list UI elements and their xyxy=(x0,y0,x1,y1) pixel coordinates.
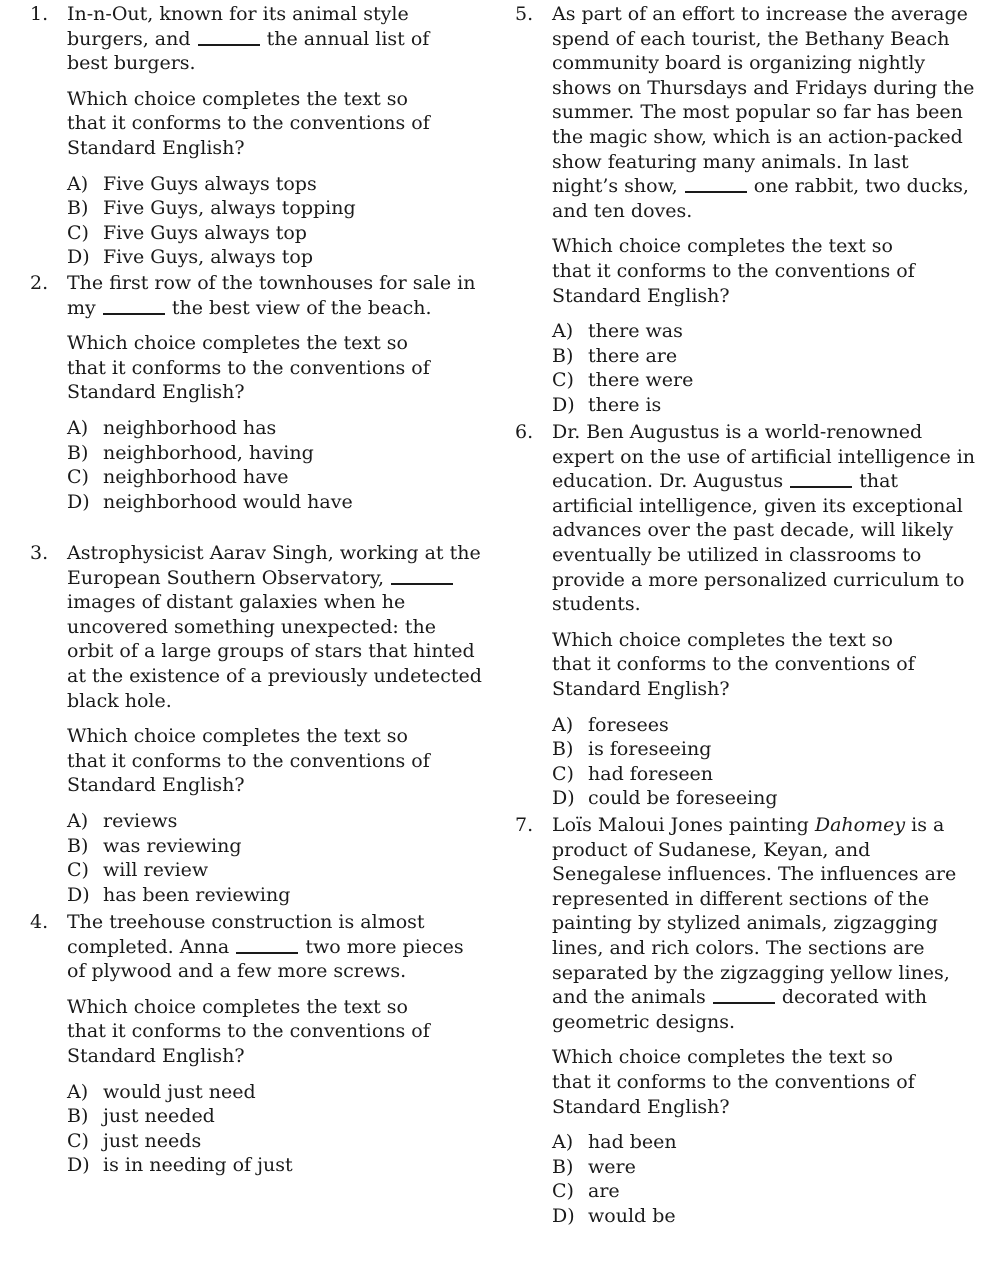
answer-blank xyxy=(713,1002,775,1004)
question-prompt: Which choice completes the text so that it conforms to the conventions of Standard English? xyxy=(552,235,915,307)
choice-b[interactable]: B) neighborhood, having xyxy=(67,441,314,464)
question-4 xyxy=(30,910,500,1178)
answer-choices xyxy=(552,713,985,811)
answer-choices xyxy=(67,172,500,270)
question-number: 4. xyxy=(30,911,49,933)
choice-b[interactable]: B) there are xyxy=(552,344,678,367)
answer-choices xyxy=(67,416,500,514)
choice-a[interactable]: A) neighborhood has xyxy=(67,416,277,439)
question-7 xyxy=(515,813,985,1229)
answer-blank xyxy=(685,191,747,193)
question-1 xyxy=(30,2,500,270)
question-6 xyxy=(515,420,985,811)
question-prompt: Which choice completes the text so that it conforms to the conventions of Standard English? xyxy=(552,628,915,700)
question-passage: In-n-Out, known for its animal style burgers, and the annual list of best burgers. xyxy=(67,3,430,75)
choice-b[interactable]: B) is foreseeing xyxy=(552,738,712,761)
question-prompt: Which choice completes the text so that it conforms to the conventions of Standard English? xyxy=(67,725,430,797)
choice-d[interactable]: D) has been reviewing xyxy=(67,883,291,906)
answer-blank xyxy=(103,313,165,315)
question-number: 5. xyxy=(515,3,534,25)
question-passage: Loïs Maloui Jones painting Dahomey is a product of Sudanese, Keyan, and Senegalese influences. The influences are represented in different sections of the painting by stylized animals, zigzagging lines, and rich colors. The sections are separated by the zigzagging yellow lines, and the animals decorated with geometric designs. xyxy=(552,814,957,1033)
question-prompt: Which choice completes the text so that it conforms to the conventions of Standard English? xyxy=(552,1046,915,1118)
answer-blank xyxy=(198,44,260,46)
choice-b[interactable]: B) just needed xyxy=(67,1105,215,1128)
choice-c[interactable]: C) are xyxy=(552,1180,620,1203)
question-passage: Astrophysicist Aarav Singh, working at the European Southern Observatory, images of distant galaxies when he uncovered something unexpected: the orbit of a large groups of stars that hinted at the existence of a previously undetected black hole. xyxy=(67,542,482,712)
question-passage: Dr. Ben Augustus is a world-renowned expert on the use of artificial intelligence in education. Dr. Augustus that artificial intelligence, given its exceptional advances over the past decade, will likely eventually be utilized in classrooms to provide a more personalized curriculum to students. xyxy=(552,421,976,616)
question-passage: The first row of the townhouses for sale in my the best view of the beach. xyxy=(67,272,476,319)
question-passage: The treehouse construction is almost completed. Anna two more pieces of plywood and a few more screws. xyxy=(67,911,464,983)
choice-d[interactable]: D) is in needing of just xyxy=(67,1154,293,1177)
question-2 xyxy=(30,271,500,514)
question-number: 7. xyxy=(515,814,534,836)
choice-a[interactable]: A) had been xyxy=(552,1131,677,1154)
choice-c[interactable]: C) had foreseen xyxy=(552,762,714,785)
choice-a[interactable]: A) foresees xyxy=(552,713,669,736)
question-5 xyxy=(515,2,985,418)
choice-c[interactable]: C) just needs xyxy=(67,1129,202,1152)
choice-a[interactable]: A) would just need xyxy=(67,1080,256,1103)
answer-choices xyxy=(67,1080,500,1178)
choice-c[interactable]: C) will review xyxy=(67,859,209,882)
answer-choices xyxy=(67,809,500,907)
answer-choices xyxy=(552,1130,985,1228)
choice-c[interactable]: C) neighborhood have xyxy=(67,466,289,489)
choice-b[interactable]: B) were xyxy=(552,1155,636,1178)
question-prompt: Which choice completes the text so that it conforms to the conventions of Standard English? xyxy=(67,87,430,159)
answer-blank xyxy=(236,952,298,954)
choice-a[interactable]: A) Five Guys always tops xyxy=(67,172,317,195)
choice-d[interactable]: D) there is xyxy=(552,393,662,416)
answer-choices xyxy=(552,319,985,417)
choice-a[interactable]: A) reviews xyxy=(67,809,178,832)
question-prompt: Which choice completes the text so that it conforms to the conventions of Standard English? xyxy=(67,995,430,1067)
choice-c[interactable]: C) Five Guys always top xyxy=(67,221,307,244)
choice-a[interactable]: A) there was xyxy=(552,320,683,343)
question-3 xyxy=(30,541,500,907)
question-number: 3. xyxy=(30,542,49,564)
choice-b[interactable]: B) Five Guys, always topping xyxy=(67,197,356,220)
question-number: 1. xyxy=(30,3,49,25)
choice-d[interactable]: D) would be xyxy=(552,1204,676,1227)
question-passage: As part of an effort to increase the average spend of each tourist, the Bethany Beach community board is organizing nightly shows on Thursdays and Fridays during the summer. The most popular so far has been the magic show, which is an action-packed show featuring many animals. In last night’s show, one rabbit, two ducks, and ten doves. xyxy=(552,3,975,222)
question-number: 2. xyxy=(30,272,49,294)
question-prompt: Which choice completes the text so that it conforms to the conventions of Standard English? xyxy=(67,332,430,404)
question-number: 6. xyxy=(515,421,534,443)
answer-blank xyxy=(391,583,453,585)
choice-d[interactable]: D) could be foreseeing xyxy=(552,787,778,810)
answer-blank xyxy=(790,486,852,488)
choice-d[interactable]: D) Five Guys, always top xyxy=(67,246,314,269)
choice-d[interactable]: D) neighborhood would have xyxy=(67,490,353,513)
choice-c[interactable]: C) there were xyxy=(552,369,694,392)
choice-b[interactable]: B) was reviewing xyxy=(67,834,242,857)
painting-title: Dahomey xyxy=(814,814,906,836)
